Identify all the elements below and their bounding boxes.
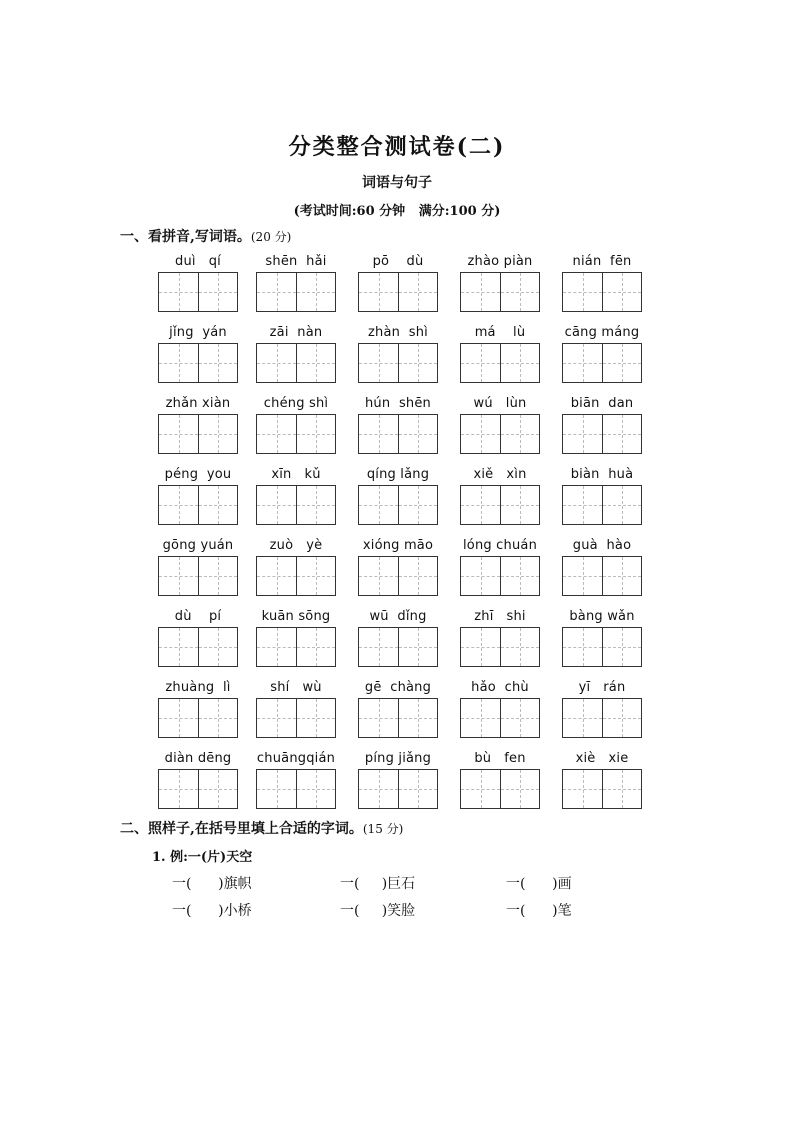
pinyin-label: shēn hǎi (265, 254, 327, 269)
pinyin-label: wū dǐng (369, 609, 427, 624)
character-square[interactable] (198, 486, 237, 524)
writing-box[interactable] (256, 627, 336, 667)
exam-meta: (考试时间:60 分钟 满分:100 分) (293, 204, 501, 219)
character-square[interactable] (257, 628, 296, 666)
pinyin-grid (158, 252, 658, 820)
writing-box[interactable] (256, 343, 336, 383)
character-square[interactable] (359, 344, 398, 382)
word-cell (562, 749, 642, 820)
character-square[interactable] (159, 415, 198, 453)
word-cell (358, 465, 438, 536)
word-cell (358, 536, 438, 607)
pinyin-label: bù fen (474, 751, 526, 766)
writing-box[interactable] (158, 769, 238, 809)
grid-row (158, 252, 658, 323)
pinyin-label: xiè xie (575, 751, 629, 766)
writing-box[interactable] (460, 485, 540, 525)
character-square[interactable] (602, 770, 641, 808)
character-square[interactable] (500, 415, 539, 453)
pinyin-label: bàng wǎn (569, 609, 635, 624)
character-square[interactable] (159, 699, 198, 737)
pinyin-label: pō dù (372, 254, 424, 269)
word-cell (256, 465, 336, 536)
writing-box[interactable] (358, 698, 438, 738)
word-cell (256, 323, 336, 394)
pinyin-label: jǐng yán (169, 325, 227, 340)
character-square[interactable] (198, 415, 237, 453)
word-cell (158, 749, 238, 820)
pinyin-label: xióng māo (362, 538, 434, 553)
word-cell (460, 465, 540, 536)
section-2-title: 二、照样子,在括号里填上合适的字词。 (120, 821, 363, 837)
writing-box[interactable] (256, 698, 336, 738)
word-cell (158, 536, 238, 607)
pinyin-label: xiě xìn (473, 467, 527, 482)
pinyin-label: gē chàng (364, 680, 432, 695)
writing-box[interactable] (158, 698, 238, 738)
pinyin-label: zhuàng lì (165, 680, 231, 695)
word-cell (562, 323, 642, 394)
word-cell (256, 536, 336, 607)
word-cell (460, 252, 540, 323)
character-square[interactable] (461, 557, 500, 595)
word-cell (358, 252, 438, 323)
grid-row (158, 323, 658, 394)
character-square[interactable] (563, 273, 602, 311)
example-line: 1. 例:一(片)天空 (152, 850, 253, 865)
writing-box[interactable] (256, 485, 336, 525)
word-cell (158, 252, 238, 323)
character-square[interactable] (500, 628, 539, 666)
character-square[interactable] (198, 770, 237, 808)
measure-word-blank[interactable]: 一( )画 (506, 876, 572, 892)
character-square[interactable] (159, 770, 198, 808)
word-cell (358, 678, 438, 749)
writing-box[interactable] (358, 627, 438, 667)
word-cell (562, 607, 642, 678)
character-square[interactable] (461, 770, 500, 808)
character-square[interactable] (198, 557, 237, 595)
character-square[interactable] (257, 699, 296, 737)
writing-box[interactable] (158, 627, 238, 667)
pinyin-label: biān dan (570, 396, 634, 411)
writing-box[interactable] (562, 485, 642, 525)
writing-box[interactable] (358, 272, 438, 312)
character-square[interactable] (159, 628, 198, 666)
character-square[interactable] (359, 699, 398, 737)
character-square[interactable] (602, 415, 641, 453)
pinyin-label: hún shēn (364, 396, 432, 411)
character-square[interactable] (296, 699, 335, 737)
pinyin-label: dù pí (174, 609, 222, 624)
grid-row (158, 536, 658, 607)
pinyin-label: biàn huà (570, 467, 634, 482)
character-square[interactable] (359, 557, 398, 595)
measure-word-blank[interactable]: 一( )巨石 (340, 876, 416, 892)
word-cell (562, 465, 642, 536)
character-square[interactable] (198, 273, 237, 311)
word-cell (158, 394, 238, 465)
word-cell (158, 678, 238, 749)
pinyin-label: zhǎn xiàn (165, 396, 231, 411)
pinyin-label: gōng yuán (162, 538, 234, 553)
character-square[interactable] (398, 486, 437, 524)
character-square[interactable] (602, 699, 641, 737)
character-square[interactable] (257, 344, 296, 382)
character-square[interactable] (602, 628, 641, 666)
pinyin-label: zuò yè (269, 538, 323, 553)
section-2-points: (15 分) (362, 822, 404, 836)
grid-row (158, 749, 658, 820)
pinyin-label: qíng lǎng (366, 467, 430, 482)
writing-box[interactable] (158, 343, 238, 383)
page-subtitle: 词语与句子 (362, 175, 432, 191)
character-square[interactable] (461, 628, 500, 666)
character-square[interactable] (602, 273, 641, 311)
word-cell (562, 536, 642, 607)
measure-word-blank[interactable]: 一( )笔 (506, 903, 572, 919)
pinyin-label: má lù (474, 325, 526, 340)
writing-box[interactable] (158, 272, 238, 312)
character-square[interactable] (359, 628, 398, 666)
character-square[interactable] (398, 699, 437, 737)
character-square[interactable] (398, 344, 437, 382)
writing-box[interactable] (358, 556, 438, 596)
writing-box[interactable] (460, 556, 540, 596)
word-cell (358, 394, 438, 465)
writing-box[interactable] (562, 698, 642, 738)
character-square[interactable] (359, 415, 398, 453)
pinyin-label: chéng shì (263, 396, 329, 411)
character-square[interactable] (500, 557, 539, 595)
character-square[interactable] (461, 344, 500, 382)
writing-box[interactable] (460, 272, 540, 312)
writing-box[interactable] (460, 698, 540, 738)
character-square[interactable] (296, 628, 335, 666)
pinyin-label: cāng máng (564, 325, 640, 340)
pinyin-label: zhī shi (474, 609, 526, 624)
pinyin-label: nián fēn (572, 254, 632, 269)
word-cell (460, 607, 540, 678)
character-square[interactable] (563, 415, 602, 453)
character-square[interactable] (296, 273, 335, 311)
writing-box[interactable] (562, 414, 642, 454)
grid-row (158, 678, 658, 749)
character-square[interactable] (563, 344, 602, 382)
character-square[interactable] (359, 770, 398, 808)
writing-box[interactable] (358, 769, 438, 809)
word-cell (460, 678, 540, 749)
character-square[interactable] (500, 770, 539, 808)
writing-box[interactable] (158, 556, 238, 596)
section-1-heading (120, 226, 291, 246)
section-2-heading (120, 818, 403, 838)
word-cell (358, 607, 438, 678)
writing-box[interactable] (256, 769, 336, 809)
writing-box[interactable] (562, 343, 642, 383)
writing-box[interactable] (158, 414, 238, 454)
writing-box[interactable] (158, 485, 238, 525)
pinyin-label: yī rán (578, 680, 626, 695)
writing-box[interactable] (562, 272, 642, 312)
pinyin-label: píng jiǎng (364, 751, 432, 766)
page-title: 分类整合测试卷(二) (288, 134, 506, 160)
pinyin-label: shí wù (270, 680, 322, 695)
character-square[interactable] (563, 699, 602, 737)
grid-row (158, 607, 658, 678)
word-cell (158, 465, 238, 536)
pinyin-label: wú lùn (473, 396, 527, 411)
character-square[interactable] (159, 344, 198, 382)
section-1-title: 一、看拼音,写词语。 (120, 229, 251, 245)
grid-row (158, 394, 658, 465)
pinyin-label: zāi nàn (269, 325, 323, 340)
character-square[interactable] (398, 557, 437, 595)
character-square[interactable] (500, 344, 539, 382)
writing-box[interactable] (358, 485, 438, 525)
pinyin-label: chuāngqián (256, 751, 336, 766)
writing-box[interactable] (460, 343, 540, 383)
measure-word-blank[interactable]: 一( )旗帜 (172, 876, 252, 892)
word-cell (158, 607, 238, 678)
section-1-points: (20 分) (250, 230, 292, 244)
pinyin-label: zhào piàn (467, 254, 533, 269)
word-cell (460, 536, 540, 607)
pinyin-label: hǎo chù (471, 680, 529, 695)
measure-word-blank[interactable]: 一( )笑脸 (340, 903, 416, 919)
pinyin-label: guà hào (572, 538, 632, 553)
word-cell (460, 394, 540, 465)
character-square[interactable] (563, 557, 602, 595)
character-square[interactable] (257, 770, 296, 808)
character-square[interactable] (563, 486, 602, 524)
writing-box[interactable] (358, 343, 438, 383)
character-square[interactable] (398, 770, 437, 808)
writing-box[interactable] (460, 414, 540, 454)
pinyin-label: zhàn shì (368, 325, 428, 340)
word-cell (562, 252, 642, 323)
grid-row (158, 465, 658, 536)
word-cell (256, 678, 336, 749)
character-square[interactable] (198, 628, 237, 666)
character-square[interactable] (461, 699, 500, 737)
word-cell (460, 323, 540, 394)
pinyin-label: kuān sōng (261, 609, 331, 624)
character-square[interactable] (563, 628, 602, 666)
writing-box[interactable] (562, 627, 642, 667)
character-square[interactable] (602, 557, 641, 595)
word-cell (562, 394, 642, 465)
character-square[interactable] (296, 344, 335, 382)
word-cell (358, 323, 438, 394)
character-square[interactable] (563, 770, 602, 808)
writing-box[interactable] (562, 769, 642, 809)
character-square[interactable] (461, 415, 500, 453)
pinyin-label: xīn kǔ (271, 467, 321, 482)
word-cell (256, 394, 336, 465)
pinyin-label: lóng chuán (462, 538, 538, 553)
character-square[interactable] (296, 770, 335, 808)
character-square[interactable] (398, 273, 437, 311)
writing-box[interactable] (562, 556, 642, 596)
pinyin-label: péng you (164, 467, 232, 482)
character-square[interactable] (257, 415, 296, 453)
character-square[interactable] (500, 486, 539, 524)
character-square[interactable] (257, 273, 296, 311)
word-cell (358, 749, 438, 820)
pinyin-label: diàn dēng (164, 751, 232, 766)
character-square[interactable] (257, 486, 296, 524)
writing-box[interactable] (358, 414, 438, 454)
character-square[interactable] (359, 486, 398, 524)
character-square[interactable] (461, 486, 500, 524)
character-square[interactable] (296, 557, 335, 595)
writing-box[interactable] (460, 627, 540, 667)
pinyin-label: duì qí (175, 254, 221, 269)
writing-box[interactable] (256, 414, 336, 454)
character-square[interactable] (296, 486, 335, 524)
word-cell (256, 607, 336, 678)
word-cell (460, 749, 540, 820)
character-square[interactable] (159, 486, 198, 524)
word-cell (256, 749, 336, 820)
character-square[interactable] (198, 699, 237, 737)
character-square[interactable] (398, 628, 437, 666)
word-cell (562, 678, 642, 749)
character-square[interactable] (159, 557, 198, 595)
writing-box[interactable] (256, 272, 336, 312)
character-square[interactable] (500, 273, 539, 311)
word-cell (158, 323, 238, 394)
character-square[interactable] (198, 344, 237, 382)
writing-box[interactable] (460, 769, 540, 809)
measure-word-blank[interactable]: 一( )小桥 (172, 903, 252, 919)
character-square[interactable] (159, 273, 198, 311)
character-square[interactable] (296, 415, 335, 453)
word-cell (256, 252, 336, 323)
character-square[interactable] (602, 344, 641, 382)
character-square[interactable] (257, 557, 296, 595)
character-square[interactable] (398, 415, 437, 453)
character-square[interactable] (461, 273, 500, 311)
character-square[interactable] (359, 273, 398, 311)
character-square[interactable] (602, 486, 641, 524)
writing-box[interactable] (256, 556, 336, 596)
character-square[interactable] (500, 699, 539, 737)
